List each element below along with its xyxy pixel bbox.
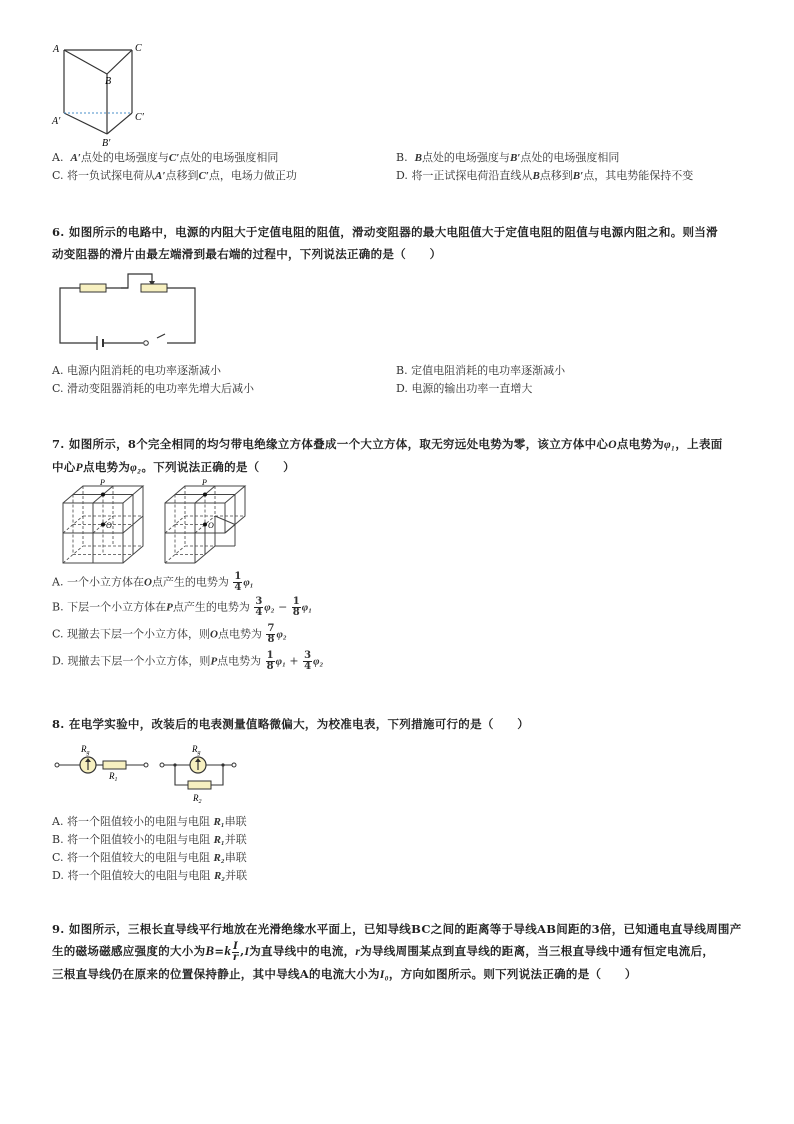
q8-stem: 8. 在电学实验中，改装后的电表测量值略微偏大，为校准电表，下列措施可行的是（ ） [52, 717, 530, 731]
q7-option-b[interactable]: B. 下层一个小立方体在P点产生的电势为 $\frac{3}{4}$ φ₂ − $\frac{1}{8}$ φ₁ [52, 596, 313, 618]
point-P [101, 493, 105, 497]
q5-option-a[interactable]: A. A′点处的电场强度与C′点处的电场强度相同 [52, 151, 279, 164]
rheostat [141, 284, 167, 292]
q7-option-d[interactable]: D. 现撤去下层一个小立方体，则P点电势为 $\frac{1}{8}$ φ₁ + $\frac{3}{4}$ φ₂ [52, 650, 324, 672]
q8-option-a[interactable]: A. 将一个阻值较小的电阻与电阻 R₁串联 [52, 815, 247, 828]
q6-option-a[interactable]: A. 电源内阻消耗的电功率逐渐减小 [52, 364, 221, 377]
fraction: $\frac{1}{4}$ [234, 571, 242, 593]
svg-text:P: P [202, 478, 207, 487]
point-O [203, 523, 207, 527]
q6-option-c[interactable]: C. 滑动变阻器消耗的电功率先增大后减小 [52, 382, 255, 395]
label-B-prime: B′ [102, 138, 111, 149]
q6-option-b[interactable]: B. 定值电阻消耗的电功率逐渐减小 [396, 364, 566, 377]
fraction: $\frac{1}{8}$ [266, 650, 274, 672]
q5-option-d[interactable]: D. 将一正试探电荷沿直线从B点移到B′点，其电势能保持不变 [396, 169, 694, 182]
q6-option-d[interactable]: D. 电源的输出功率一直增大 [396, 382, 533, 395]
svg-text:R1: $R_1$ [109, 771, 118, 783]
fraction-I-over-r: $\frac{I}{r}$ [232, 940, 239, 963]
q6-circuit-figure [55, 268, 200, 353]
q5-option-b[interactable]: B. B点处的电场强度与B′点处的电场强度相同 [396, 151, 620, 164]
q7-option-c[interactable]: C. 现撤去下层一个小立方体，则O点电势为 $\frac{7}{8}$ φ₂ [52, 623, 287, 645]
label-B: B [105, 76, 112, 87]
fraction: $\frac{3}{4}$ [255, 596, 263, 618]
fixed-resistor [80, 284, 106, 292]
svg-text:R2: $R_2$ [193, 793, 202, 805]
svg-text:P: P [100, 478, 105, 487]
resistor-R2 [188, 781, 211, 789]
q7-cube-figure-removed [160, 478, 250, 568]
switch [144, 341, 149, 346]
q7-stem: 7. 如图所示，8个完全相同的均匀带电绝缘立方体叠成一个大立方体，取无穷远处电势为零，该立方体中心O点电势为φ₁，上表面 中心P点电势为φ₂。下列说法正确的是（ ） [52, 437, 723, 474]
label-A: A [53, 44, 60, 55]
resistor-R1 [103, 761, 126, 769]
q8-option-c[interactable]: C. 将一个阻值较大的电阻与电阻 R₂串联 [52, 851, 247, 864]
point-O [101, 523, 105, 527]
svg-text:O: O [208, 521, 214, 530]
q7-option-a[interactable]: A. 一个小立方体在O点产生的电势为 $\frac{1}{4}$ φ₁ [52, 571, 254, 593]
prism-figure [50, 38, 160, 150]
svg-text:Rg: $R_g$ [81, 744, 90, 756]
q7-cube-figure-full [58, 478, 148, 568]
label-A-prime: A′ [52, 116, 61, 127]
svg-text:Rg: $R_g$ [192, 744, 201, 756]
q8-meter-figure [52, 741, 242, 807]
label-C-prime: C′ [135, 112, 144, 123]
q6-stem: 6. 如图所示的电路中，电源的内阻大于定值电阻的阻值，滑动变阻器的最大电阻值大于定值电阻的阻值与电源内阻之和。则当滑 动变阻器的滑片由最左端滑到最右端的过程中，下列说法正确的是（ ） [52, 225, 718, 261]
fraction: $\frac{7}{8}$ [267, 623, 275, 645]
q8-option-b[interactable]: B. 将一个阻值较小的电阻与电阻 R₁并联 [52, 833, 247, 846]
q8-option-d[interactable]: D. 将一个阻值较大的电阻与电阻 R₂并联 [52, 869, 248, 882]
point-P [203, 493, 207, 497]
fraction: $\frac{3}{4}$ [304, 650, 312, 672]
q5-option-c[interactable]: C. 将一负试探电荷从A′点移到C′点，电场力做正功 [52, 169, 297, 182]
label-C: C [135, 43, 142, 54]
svg-text:O: O [106, 521, 112, 530]
q9-stem: 9. 如图所示，三根长直导线平行地放在光滑绝缘水平面上，已知导线BC之间的距离等于导线AB间距的3倍，已知通电直导线周围产 生的磁场磁感应强度的大小为B=k $\frac{I}{r}$ ,I为直导线中的电流，r为导线周围某点到直导线的距离，当三根直导线中通有恒定电流后， 三根直导线仍在原来的位置保持静止，其中导线A的电流大小为I₀，方向如图所示。则下列说法正确的是（ ） [52, 922, 742, 981]
fraction: $\frac{1}{8}$ [292, 596, 300, 618]
